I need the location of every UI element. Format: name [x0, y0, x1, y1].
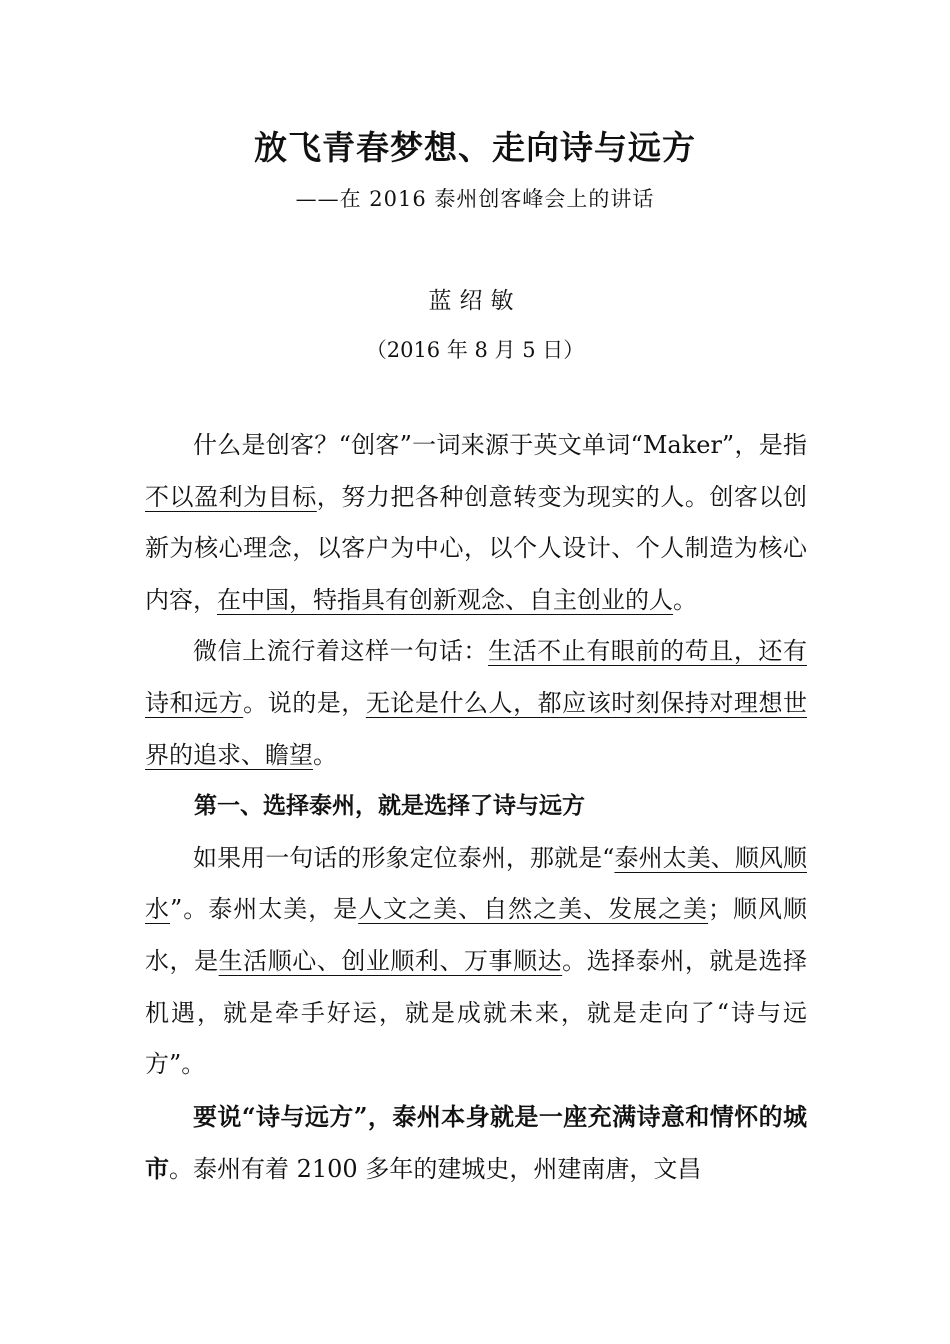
text-run: ”。泰州太美，是 [170, 895, 359, 924]
text-run: 。 [673, 585, 697, 614]
text-run: ，努力把各种创意转变为现实的人。创客以创新为核心理念，以客户为中心，以个人设计、个人制造为核心内容， [145, 482, 808, 614]
underlined-text: 生活不止有眼前的苟且，还有诗和远方 [145, 637, 807, 717]
document-body [145, 420, 807, 1196]
text-run: 。说的是， [243, 688, 366, 717]
bold-text: 要说“诗与远方”，泰州本身就是一座充满诗意和情怀的城市 [145, 1101, 807, 1184]
section-heading-1: 第一、选择泰州，就是选择了诗与远方 [194, 793, 585, 820]
text-run: 微信上流行着这样一句话： [193, 637, 488, 666]
paragraph-taizhou-image [145, 833, 807, 1091]
document-title: 放飞青春梦想、走向诗与远方 [254, 128, 696, 167]
document-subtitle: ——在 2016 泰州创客峰会上的讲话 [295, 187, 655, 211]
underlined-text: 泰州太美、顺风顺水 [145, 843, 807, 924]
underlined-text: 无论是什么人，都应该时刻保持对理想世界的追求、瞻望 [145, 688, 808, 769]
underlined-text: 在中国，特指具有创新观念、自主创业的人 [217, 585, 673, 614]
paragraph-poetic-city [145, 1091, 807, 1196]
text-run: 。泰州有着 2100 多年的建城史，州建南唐，文昌 [169, 1155, 702, 1184]
paragraph-wechat-saying [145, 626, 807, 781]
author-name: 蓝绍敏 [428, 288, 522, 314]
underlined-text: 人文之美、自然之美、发展之美 [358, 895, 709, 924]
speech-date: （2016 年 8 月 5 日） [365, 338, 585, 362]
underlined-text: 不以盈利为目标 [145, 482, 317, 511]
text-run: ；顺风顺水，是 [145, 895, 808, 975]
paragraph-what-is-maker [145, 420, 807, 626]
text-run: 什么是创客？“创客”一词来源于英文单词“Maker”，是指 [193, 431, 807, 459]
underlined-text: 生活顺心、创业顺利、万事顺达 [218, 946, 563, 975]
text-run: 。选择泰州，就是选择机遇，就是牵手好运，就是成就未来，就是走向了“诗与远方”。 [145, 946, 808, 1079]
text-run: 如果用一句话的形象定位泰州，那就是“ [193, 843, 615, 872]
text-run: 。 [313, 740, 337, 769]
